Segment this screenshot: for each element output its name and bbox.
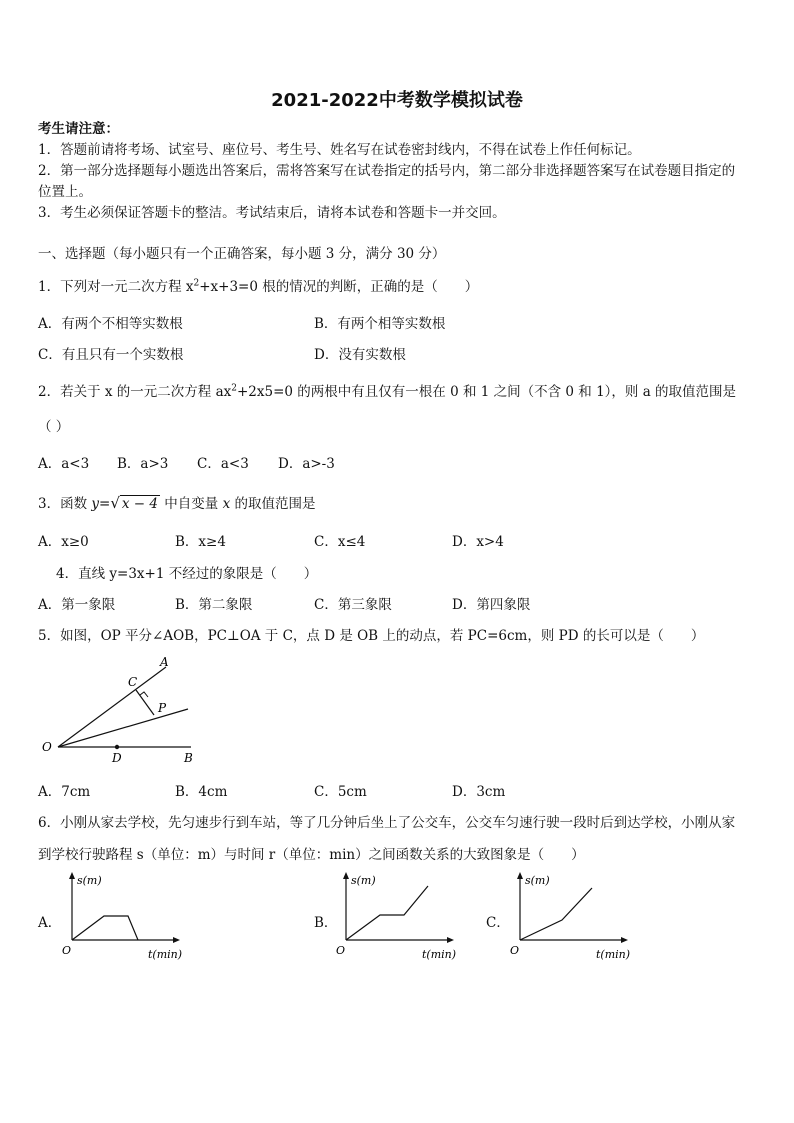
q5-option-a: A．7cm — [38, 784, 91, 800]
label-o: O — [42, 740, 52, 754]
q6-option-b: B． — [314, 915, 338, 931]
notice-line-4: 3．考生必须保证答题卡的整洁。考试结束后，请将本试卷和答题卡一并交回。 — [38, 205, 506, 221]
q3-option-c: C．x≤4 — [314, 534, 366, 550]
q1-text-pre: 1．下列对一元二次方程 x — [38, 279, 194, 295]
question-6-line-2: 到学校行驶路程 s（单位：m）与时间 r（单位：min）之间函数关系的大致图象是（ ） — [38, 847, 585, 863]
x-arrow-icon — [621, 937, 628, 943]
q3-var: x — [222, 496, 231, 512]
q5-option-c: C．5cm — [314, 784, 367, 800]
q5-option-b: B．4cm — [175, 784, 228, 800]
q6-option-a: A． — [38, 915, 62, 931]
x-label: t(min) — [596, 948, 631, 961]
q4-option-a: A．第一象限 — [38, 597, 116, 613]
q6-graph-c — [504, 870, 634, 962]
point-d — [115, 745, 119, 749]
x-label: t(min) — [148, 948, 183, 961]
x-arrow-icon — [173, 937, 180, 943]
ray-op — [58, 709, 188, 747]
notice-line-3: 位置上。 — [38, 184, 92, 200]
q4-option-b: B．第二象限 — [175, 597, 253, 613]
notice-heading: 考生请注意： — [38, 121, 119, 137]
q3-option-a: A．x≥0 — [38, 534, 89, 550]
q5-option-d: D．3cm — [452, 784, 506, 800]
q2-option-a: A．a<3 — [38, 456, 90, 472]
q3-option-b: B．x≥4 — [175, 534, 226, 550]
q2-text-post: +2x5=0 的两根中有且仅有一根在 0 和 1 之间（不含 0 和 1），则 a 的取值范围是 — [236, 384, 737, 400]
question-2 — [38, 380, 736, 400]
label-c: C — [128, 675, 138, 689]
graph-c-curve — [520, 888, 592, 940]
q2-option-d: D．a>-3 — [278, 456, 335, 472]
q1-sup: 2 — [193, 278, 200, 289]
label-b: B — [184, 751, 193, 765]
ray-oa — [58, 667, 166, 747]
q2-sup: 2 — [231, 383, 237, 394]
y-arrow-icon — [343, 872, 349, 879]
graph-b-curve — [346, 886, 428, 940]
label-a: A — [160, 655, 169, 669]
q3-func: y= — [91, 496, 111, 512]
question-3: 3．函数 y=√ x − 4 中自变量 x 的取值范围是 — [38, 494, 316, 512]
q6-graph-a — [56, 870, 186, 962]
q2-paren: （ ） — [38, 419, 70, 435]
q3-option-d: D．x>4 — [452, 534, 504, 550]
question-6-line-1: 6．小刚从家去学校，先匀速步行到车站，等了几分钟后坐上了公交车，公交车匀速行驶一段时后到达学校，小刚从家 — [38, 815, 736, 831]
origin-label: O — [336, 944, 346, 957]
q2-text-pre: 2．若关于 x 的一元二次方程 ax — [38, 384, 232, 400]
notice-line-2: 2．第一部分选择题每小题选出答案后，需将答案写在试卷指定的括号内，第二部分非选择题答案写在试卷题目指定的 — [38, 163, 736, 179]
question-1 — [38, 275, 478, 295]
y-label: s(m) — [525, 874, 550, 887]
label-d: D — [112, 751, 122, 765]
y-label: s(m) — [351, 874, 376, 887]
q1-option-c: C．有且只有一个实数根 — [38, 347, 184, 363]
y-label: s(m) — [77, 874, 102, 887]
y-arrow-icon — [69, 872, 75, 879]
q5-angle-figure — [36, 652, 216, 774]
q3-radicand: x − 4 — [121, 496, 159, 512]
q1-option-a: A．有两个不相等实数根 — [38, 316, 183, 332]
notice-line-1: 1．答题前请将考场、试室号、座位号、考生号、姓名写在试卷密封线内，不得在试卷上作任何标记。 — [38, 142, 641, 158]
q1-option-b: B．有两个相等实数根 — [314, 316, 446, 332]
origin-label: O — [510, 944, 520, 957]
q4-option-c: C．第三象限 — [314, 597, 392, 613]
section-heading: 一、选择题（每小题只有一个正确答案，每小题 3 分，满分 30 分） — [38, 246, 446, 262]
x-arrow-icon — [447, 937, 454, 943]
q3-text-post2: 的取值范围是 — [230, 496, 316, 512]
y-arrow-icon — [517, 872, 523, 879]
q1-option-d: D．没有实数根 — [314, 347, 406, 363]
origin-label: O — [62, 944, 72, 957]
question-5: 5．如图，OP 平分∠AOB，PC⊥OA 于 C，点 D 是 OB 上的动点，若 PC=6cm，则 PD 的长可以是（ ） — [38, 628, 705, 644]
q3-text-pre: 3．函数 — [38, 496, 92, 512]
label-p: P — [158, 701, 167, 715]
q3-text-post: 中自变量 — [160, 496, 223, 512]
q4-option-d: D．第四象限 — [452, 597, 531, 613]
q6-graph-b — [330, 870, 460, 962]
q1-text-post: +x+3=0 根的情况的判断，正确的是（ ） — [199, 279, 479, 295]
q2-option-b: B．a>3 — [117, 456, 169, 472]
graph-a-curve — [72, 916, 138, 940]
q2-option-c: C．a<3 — [197, 456, 249, 472]
q6-option-c: C． — [486, 915, 510, 931]
question-4: 4．直线 y=3x+1 不经过的象限是（ ） — [56, 566, 318, 582]
x-label: t(min) — [422, 948, 457, 961]
page-title: 2021-2022中考数学模拟试卷 — [271, 90, 523, 111]
